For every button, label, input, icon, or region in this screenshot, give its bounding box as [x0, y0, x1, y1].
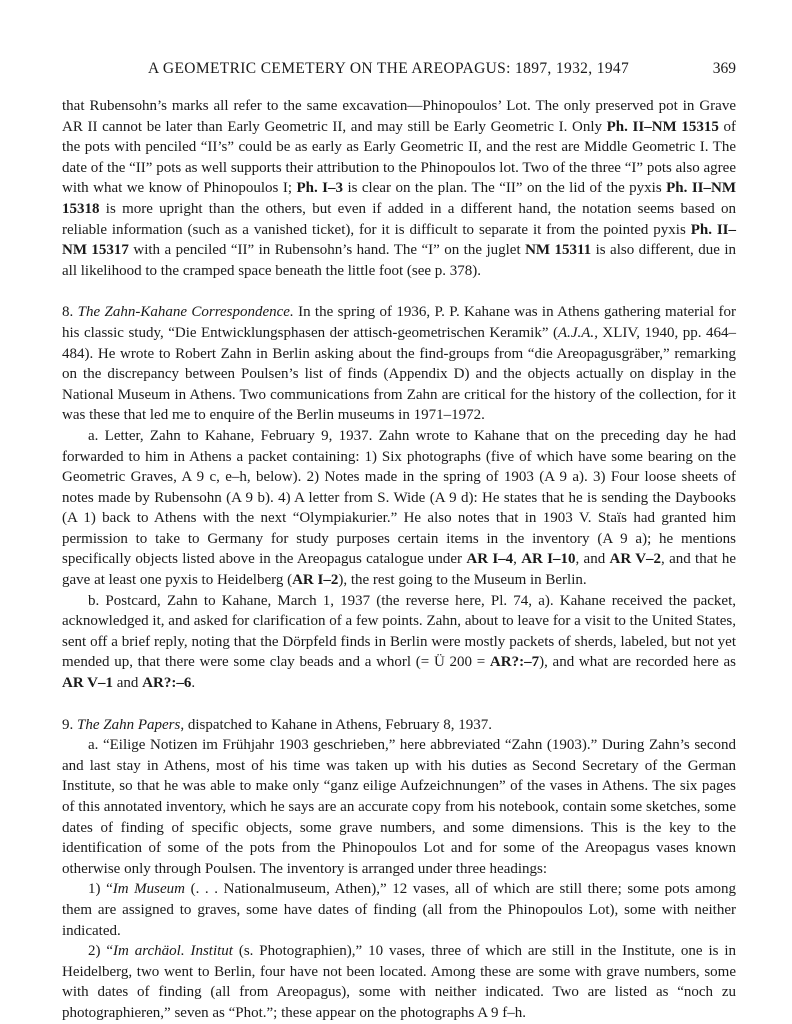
- catalogue-ref: Ph. II–NM 15317: [62, 221, 736, 259]
- running-title: A GEOMETRIC CEMETERY ON THE AREOPAGUS: 1897, 1932, 1947: [148, 60, 630, 77]
- section-number: 9.: [62, 716, 77, 733]
- heading-1-museum: 1) “Im Museum (. . . Nationalmuseum, Athen),” 12 vases, all of which are still there; some pots among them are assigned to graves, some have dates of finding (all from the Phinopoulos Lot), some with neither indicated.: [62, 881, 736, 939]
- section-heading: The Zahn Papers: [77, 716, 181, 733]
- catalogue-ref: NM 15311: [525, 242, 592, 259]
- journal-title: A.J.A.: [557, 324, 595, 341]
- catalogue-ref: AR I–4: [466, 551, 514, 568]
- running-header: [62, 60, 736, 84]
- section-9a-notes: a. “Eilige Notizen im Frühjahr 1903 geschrieben,” here abbreviated “Zahn (1903).” During Zahn’s second and last stay in Athens, most of his time was taken up with his duties as Second Secretary of the German Institute, so that he was able to make only “ganz eilige Aufzeichnungen” of the vases in Athens. The six pages of this annotated inventory, which he says are an accurate copy from his notebook, contain some sketches, some dates of finding of specific objects, some grave numbers, and some dimensions. This is the key to the identification of some of the pots from the Phinopoulos Lot and for some of the Areopagus vases known otherwise only through Poulsen. The inventory is arranged under three headings:: [62, 737, 736, 877]
- catalogue-ref: AR I–2: [292, 572, 339, 589]
- catalogue-ref: Ph. I–3: [296, 180, 343, 197]
- catalogue-ref: AR V–1: [62, 675, 113, 692]
- section-heading: The Zahn-Kahane Correspondence.: [77, 304, 294, 321]
- catalogue-ref: AR I–10: [521, 551, 576, 568]
- article-body: [62, 96, 736, 1024]
- catalogue-ref: Ph. II–NM 15315: [606, 118, 719, 135]
- section-number: 8.: [62, 304, 78, 321]
- catalogue-ref: AR V–2: [609, 551, 662, 568]
- section-8-intro: 8. The Zahn-Kahane Correspondence. In the spring of 1936, P. P. Kahane was in Athens gathering material for his classic study, “Die Entwicklungsphasen der attisch-geometrischen Keramik” (A.J.A., XLIV, 1940, pp. 464–484). He wrote to Robert Zahn in Berlin asking about the find-groups from “die Areopagusgräber,” remarking on the discrepancy between Poulsen’s list of finds (Appendix D) and the objects actually on display in the National Museum in Athens. Two communications from Zahn are critical for the history of the collection, for it was these that led me to enquire of the Berlin museums in 1971–1972.: [62, 304, 737, 424]
- section-8a-letter: a. Letter, Zahn to Kahane, February 9, 1937. Zahn wrote to Kahane that on the preceding day he had forwarded to him in Athens a packet containing: 1) Six photographs (five of which have some bearing on the Geometric Graves, A 9 c, e–h, below). 2) Notes made in the spring of 1903 (A 9 a). 3) Four loose sheets of notes made by Rubensohn (A 9 b). 4) A letter from S. Wide (A 9 d): He states that he is sending the Daybooks (A 1) back to Athens with the next “Olympiakurier.” He also notes that in 1903 V. Staïs had granted him permission to take to Germany for study purposes certain items in the inventory (A 9 a); he mentions specifically objects listed above in the Areopagus catalogue under AR I–4, AR I–10, and AR V–2, and that he gave at least one pyxis to Heidelberg (AR I–2), the rest going to the Museum in Berlin.: [62, 427, 736, 589]
- catalogue-ref: AR?:–6: [142, 675, 192, 692]
- heading-2-institut: 2) “Im archäol. Institut (s. Photographien),” 10 vases, three of which are still in the Institute, one is in Heidelberg, two went to Berlin, four have not been located. Among these are some with grave numbers, some with dates of finding (all from Areopagus), some with neither indicated. Two are listed as “noch zu photographieren,” seven as “Phot.”; these appear on the photographs A 9 f–h.: [62, 943, 736, 1021]
- section-9-intro: 9. The Zahn Papers, dispatched to Kahane in Athens, February 8, 1937.: [62, 716, 492, 733]
- catalogue-ref: AR?:–7: [489, 654, 540, 671]
- section-8b-postcard: b. Postcard, Zahn to Kahane, March 1, 1937 (the reverse here, Pl. 74, a). Kahane received the packet, acknowledged it, and asked for clarification of a few points. Zahn, about to leave for a visit to the United States, sent off a brief reply, noting that the Dörpfeld finds in Berlin were mostly packets of sherds, labeled, but not yet mended up, that there were some clay beads and a whorl (= Ü 200 = AR?:–7), and what are recorded here as AR V–1 and AR?:–6.: [62, 592, 736, 692]
- paragraph-rubensohn-marks: that Rubensohn’s marks all refer to the same excavation—Phinopoulos’ Lot. The only preserved pot in Grave AR II cannot be later than Early Geometric II, and may still be Early Geometric I. Only Ph. II–NM 15315 of the pots with penciled “II’s” could be as early as Early Geometric II, and the rest are Middle Geometric I. The date of the “II” pots as well supports their attribution to the Phinopoulos lot. Two of the three “I” pots also agree with what we know of Phinopoulos I; Ph. I–3 is clear on the plan. The “II” on the lid of the pyxis Ph. II–NM 15318 is more upright than the others, but even if added in a different hand, the notation seems based on reliable information (such as a vanished ticket), for it is difficult to separate it from the pointed pyxis Ph. II–NM 15317 with a penciled “II” in Rubensohn’s hand. The “I” on the juglet NM 15311 is also different, due in all likelihood to the cramped space beneath the little foot (see p. 378).: [62, 98, 737, 279]
- page-number: 369: [712, 60, 736, 77]
- catalogue-ref: Ph. II–NM 15318: [62, 180, 737, 217]
